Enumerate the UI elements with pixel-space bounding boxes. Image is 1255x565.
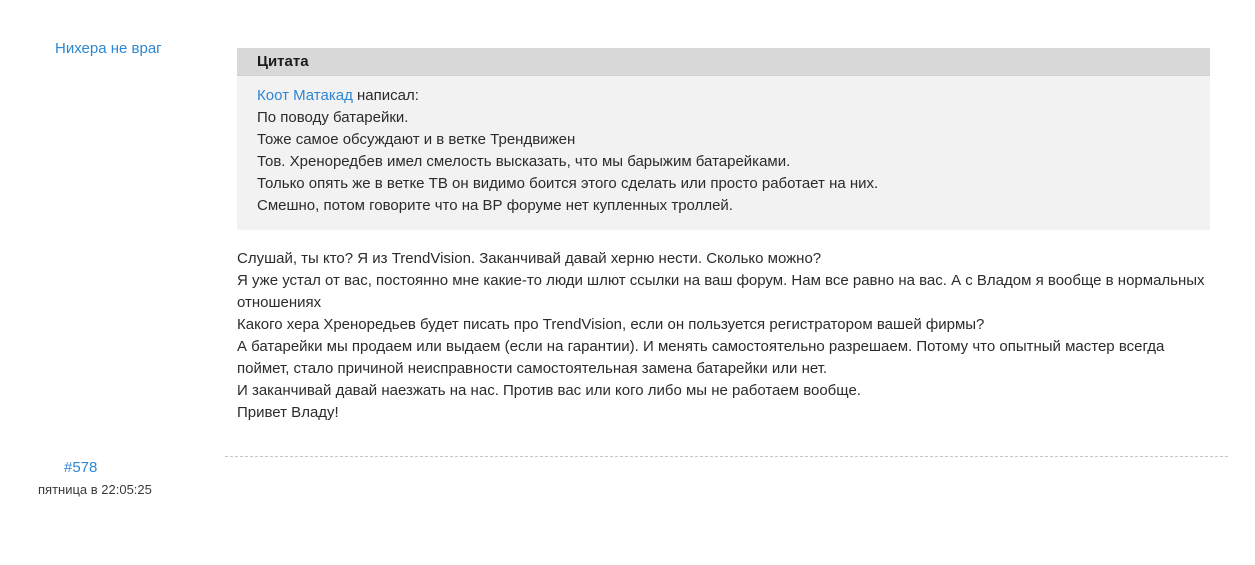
quote-author-link[interactable]: Коот Матакад <box>257 87 353 104</box>
quote-attribution-suffix: написал: <box>352 87 419 104</box>
post-author-link[interactable]: Нихера не враг <box>55 40 162 57</box>
post-content <box>237 48 1210 424</box>
reply-paragraph: Какого хера Хреноредьев будет писать про TrendVision, если он пользуется регистратором вашей фирмы? <box>237 316 985 333</box>
reply-text <box>237 248 1210 424</box>
reply-paragraph: И заканчивай давай наезжать на нас. Против вас или кого либо мы не работаем вообще. <box>237 382 861 399</box>
post-number-link[interactable]: #578 <box>64 459 98 476</box>
reply-paragraph: Привет Владу! <box>237 404 339 421</box>
quote-body <box>237 76 1210 230</box>
post-divider <box>225 456 1228 457</box>
reply-paragraph: А батарейки мы продаем или выдаем (если на гарантии). И менять самостоятельно разрешаем. Потому что опытный мастер всегда поймет, стало причиной неисправности самостоятельная замена батарейки или нет. <box>237 338 1165 377</box>
post-timestamp: пятница в 22:05:25 <box>38 482 152 497</box>
quote-line: По поводу батарейки. <box>257 109 409 126</box>
quote-line: Только опять же в ветке ТВ он видимо боится этого сделать или просто работает на них. <box>257 175 879 192</box>
reply-paragraph: Я уже устал от вас, постоянно мне какие-то люди шлют ссылки на ваш форум. Нам все равно на вас. А с Владом я вообще в нормальных отношениях <box>237 272 1205 311</box>
reply-paragraph: Слушай, ты кто? Я из TrendVision. Заканчивай давай херню нести. Сколько можно? <box>237 250 822 267</box>
quote-attribution <box>257 85 1190 107</box>
quote-line: Тов. Хреноредбев имел смелость высказать, что мы барыжим батарейками. <box>257 153 791 170</box>
quote-header: Цитата <box>237 48 1210 76</box>
quote-line: Смешно, потом говорите что на ВР форуме нет купленных троллей. <box>257 197 733 214</box>
quote-line: Тоже самое обсуждают и в ветке Трендвижен <box>257 131 576 148</box>
quote-block <box>237 48 1210 230</box>
